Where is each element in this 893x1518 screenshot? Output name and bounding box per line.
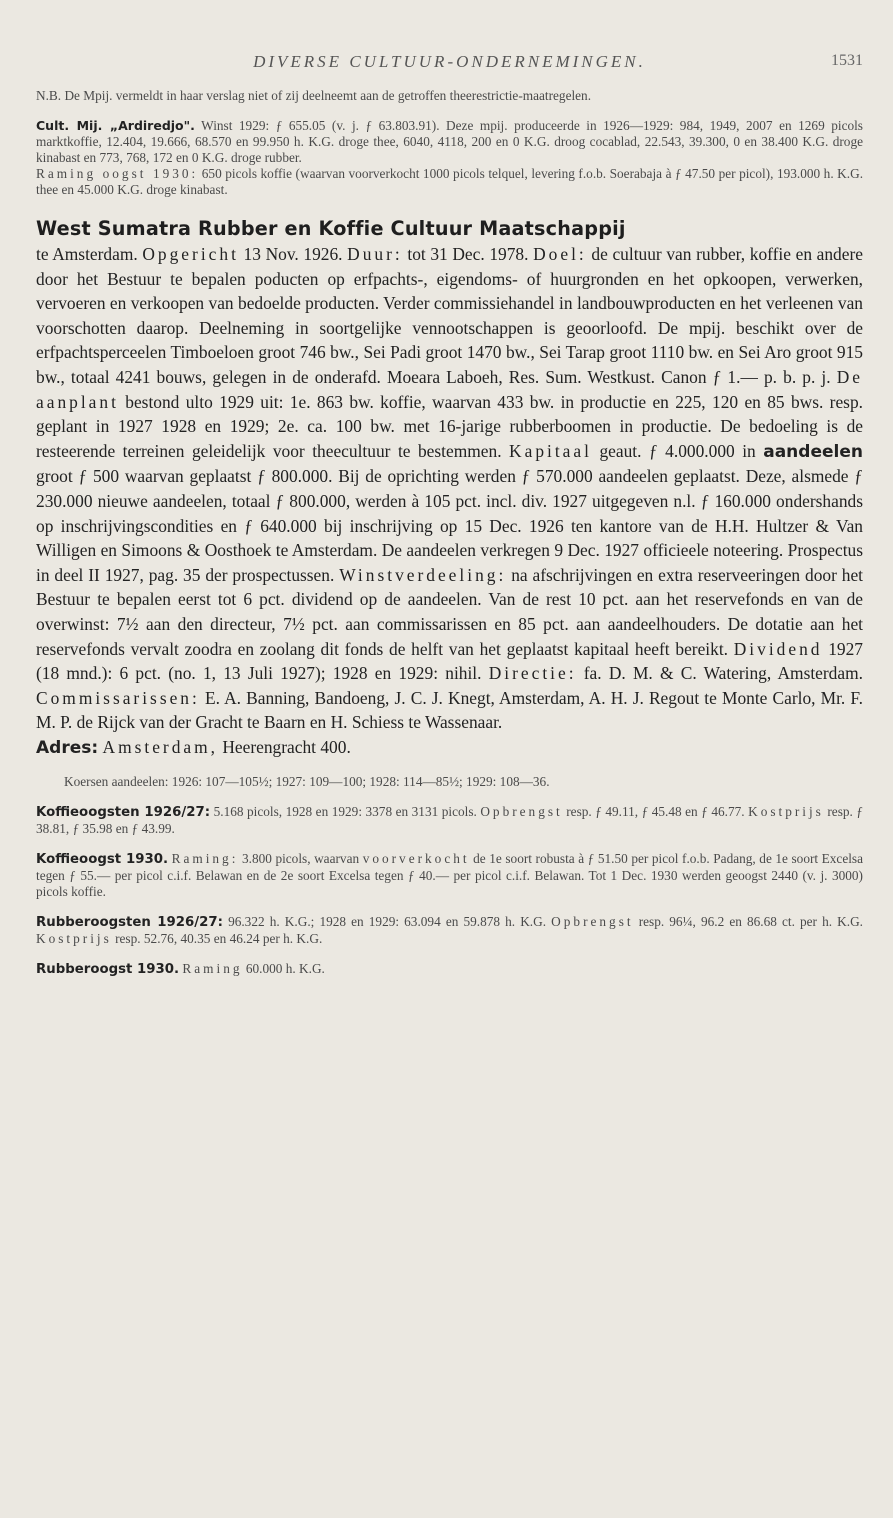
ardiredjo-raming-text: 650 picols koffie (waarvan voorverkocht 1000 picols telquel, levering f.o.b. Soerabaja à ƒ 47.50 per picol), 193.000 h. K.G. thee en 45.000 K.G. droge kinabast. [36,166,864,197]
winstverdeeling-text: na afschrijvingen en extra reserveeringen door het Bestuur te bepalen eerst tot 6 pct. dividend op de aandeelen. Van de rest 10 pct. aan het reservefonds en van de overwinst: 7½ aan den directeur, 7½ pct. aan commissarissen en 85 pct. aan aandeelhouders. De dotatie aan het reservefonds vervalt zoodra en zoolang dit fonds de helft van het geplaatst kapitaal heeft bereikt. [36,564,863,659]
rubberoogsten-label: Rubberoogsten 1926/27: [36,915,223,931]
rubberoogsten-kostprijs-label: Kostprijs [36,931,112,947]
koffieoogsten-text-3: resp. ƒ 38.81, ƒ 35.98 en ƒ 43.99. [36,804,863,837]
rubberoogsten-text-3: resp. 52.76, 40.35 en 46.24 per h. K.G. [115,931,323,947]
aanplant-text: bestond ulto 1929 uit: 1e. 863 bw. koffie, waarvan 433 bw. in productie en 225, 120 en 85 bws. resp. geplant in 1927 1928 en 1929; 2e. ca. 100 bw. met 16-jarige rubberboomen in productie. De bedoeling is de resteerende terreinen geleidelijk voor theecultuur te bestemmen. [36,391,863,461]
aandeelen-label: aandeelen [763,441,863,462]
spacer [36,900,863,914]
spacer [36,790,863,804]
ardiredjo-raming-label: Raming oogst 1930: [36,166,199,181]
rubberoogst-1930-raming-label: Raming [182,961,243,977]
company-heading: West Sumatra Rubber en Koffie Cultuur Maatschappij [36,217,626,240]
ardiredjo-raming-paragraph [36,166,863,198]
doel-text: de cultuur van rubber, koffie en andere door het Bestuur te bepalen poducten op erfpachts-, eigendoms- of huurgronden en het opkoopen, verwerken, vervoeren en verkoopen van bedoelde producten. Verder commissiehandel in landbouwproducten en het verleenen van voorschotten daarop. Deelneming in soortgelijke vennootschappen is geoorloofd. De mpij. beschikt over de erfpachtsperceelen Timboeloen groot 746 bw., Sei Padi groot 1470 bw., Sei Tarap groot 1110 bw. en Sei Aro groot 915 bw., totaal 4241 bouws, gelegen in de onderafd. Moeara Laboeh, Res. Sum. Westkust. Canon ƒ 1.— p. b. p. j. [36,244,863,387]
kapitaal-text-2: groot ƒ 500 waarvan geplaatst ƒ 800.000. Bij de oprichting werden ƒ 570.000 aandeelen geplaatst. Deze, alsmede ƒ 230.000 nieuwe aandeelen, totaal ƒ 800.000, werden à 105 pct. incl. div. 1927 uitgegeven n.l. ƒ 160.000 ondershands op inschrijvingscondities en ƒ 640.000 bij inschrijving op 15 Dec. 1926 ten kantore van de H.H. Hultzer & Van Willigen en Simoons & Oosthoek te Amsterdam. De aandeelen verkregen 9 Dec. 1927 officieele noteering. Prospectus in deel II 1927, pag. 35 der prospectussen. [36,466,863,585]
dividend-text: 1927 (18 mnd.): 6 pct. (no. 1, 13 Juli 1927); 1928 en 1929: nihil. [36,638,863,684]
dividend-label: Dividend [733,638,823,659]
note-block [36,88,863,104]
company-body [36,242,863,760]
doel-label: Doel: [533,244,587,264]
opgericht-label: Opgericht [142,244,239,264]
running-head [36,52,863,88]
koffieoogsten-paragraph [36,804,863,837]
note-paragraph: N.B. De Mpij. vermeldt in haar verslag niet of zij deelneemt aan de getroffen theerestrictie-maatregelen. [36,88,592,103]
spacer [36,760,863,774]
company-location: te Amsterdam. [36,244,138,264]
page-number: 1531 [831,52,863,69]
rubberoogst-1930-text: 60.000 h. K.G. [245,961,325,977]
ardiredjo-text: Winst 1929: ƒ 655.05 (v. j. ƒ 63.803.91). Deze mpij. produceerde in 1926—1929: 984, 1949, 2007 en 1269 picols marktkoffie, 12.404, 19.666, 68.570 en 99.950 h. K.G. droge thee, 6040, 4118, 200 en 0 K.G. droog cocablad, 22.543, 39.300, 0 en 38.400 K.G. droge kinabast en 773, 768, 172 en 0 K.G. droge rubber. [36,118,863,165]
winstverdeeling-label: Winstverdeeling: [339,564,507,585]
rubberoogsten-opbrengst-label: Opbrengst [551,914,634,930]
directie-text: fa. D. M. & C. Watering, Amsterdam. [583,663,863,684]
rubberoogsten-paragraph [36,914,863,947]
koffieoogst-1930-text-2: de 1e soort robusta à ƒ 51.50 per picol f.o.b. Padang, de 1e soort Excelsa tegen ƒ 55.— per picol c.i.f. Belawan en de 2e soort Excelsa tegen ƒ 40.— per picol c.i.f. Belawan. Tot 1 Dec. 1930 werden geoogst 2440 (v. j. 3000) picols koffie. [36,851,864,900]
koffieoogsten-text-2: resp. ƒ 49.11, ƒ 45.48 en ƒ 46.77. [566,804,745,820]
kapitaal-text: geaut. ƒ 4.000.000 in [599,440,756,461]
koffieoogst-1930-voorverkocht: voorverkocht [362,851,470,867]
rubberoogst-1930-label: Rubberoogst 1930. [36,962,180,978]
rubberoogsten-text-2: resp. 96¼, 96.2 en 86.68 ct. per h. K.G. [638,914,863,930]
adres-city: Amsterdam, [102,736,218,757]
stats-block [36,774,863,978]
duur-value: tot 31 Dec. 1978. [407,244,529,264]
ardiredjo-paragraph [36,118,863,166]
opgericht-value: 13 Nov. 1926. [243,244,343,264]
spacer [36,104,863,118]
company-paragraph [36,242,863,735]
rubberoogst-1930-paragraph [36,961,863,978]
ardiredjo-block [36,118,863,198]
kapitaal-label: Kapitaal [509,440,592,461]
koersen-line: Koersen aandeelen: 1926: 107—105½; 1927: 109—100; 1928: 114—85½; 1929: 108—36. [64,774,550,790]
koffieoogst-1930-paragraph [36,851,863,900]
koffieoogsten-text-1: 5.168 picols, 1928 en 1929: 3378 en 3131 picols. [213,804,477,820]
koffieoogst-1930-raming-label: Raming: [171,851,239,867]
koffieoogsten-label: Koffieoogsten 1926/27: [36,805,211,821]
running-title: DIVERSE CULTUUR-ONDERNEMINGEN. [253,52,646,71]
address-line [36,735,863,761]
spacer [36,947,863,961]
koffieoogst-1930-text-1: 3.800 picols, waarvan [241,851,360,867]
commissarissen-label: Commissarissen: [36,687,200,708]
adres-label: Adres: [36,737,99,758]
koffieoogst-1930-label: Koffieoogst 1930. [36,852,169,868]
duur-label: Duur: [347,244,403,264]
adres-street: Heerengracht 400. [222,736,351,757]
spacer [36,198,863,216]
rubberoogsten-text-1: 96.322 h. K.G.; 1928 en 1929: 63.094 en 59.878 h. K.G. [228,914,547,930]
koffieoogsten-opbrengst-label: Opbrengst [480,804,563,820]
ardiredjo-name: Cult. Mij. „Ardiredjo". [36,118,195,133]
commissarissen-text: E. A. Banning, Bandoeng, J. C. J. Knegt, Amsterdam, A. H. J. Regout te Monte Carlo, Mr. F. M. P. de Rijck van der Gracht te Baarn en H. Schiess te Wassenaar. [36,687,863,733]
directie-label: Directie: [488,663,577,684]
spacer [36,837,863,851]
aanplant-label: De aanplant [36,366,863,412]
koffieoogsten-kostprijs-label: Kostprijs [748,804,824,820]
